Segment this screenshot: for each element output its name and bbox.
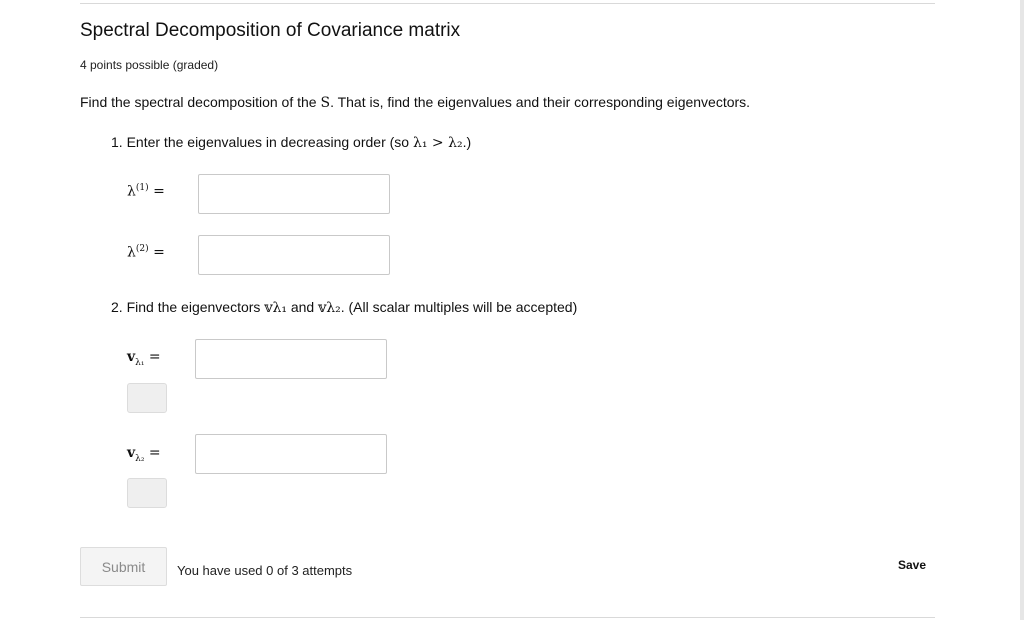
eigenvalue-2-superscript: (2)	[135, 244, 149, 254]
vector-symbol: v	[127, 445, 136, 461]
step-1-text	[111, 134, 471, 151]
equals-sign: =	[153, 183, 165, 200]
eigenvalue-2-input[interactable]	[198, 235, 390, 275]
eigenvector-2-label	[127, 445, 161, 464]
step-1-text-before: Enter the eigenvalues in decreasing order (so	[126, 134, 413, 150]
step-2-text-mid: and	[286, 299, 319, 315]
eigenvector-2-input[interactable]	[195, 434, 387, 474]
eigenvector-1-preview	[127, 383, 167, 413]
equals-sign: =	[148, 349, 161, 365]
bottom-divider	[80, 617, 935, 618]
save-button[interactable]: Save	[898, 558, 927, 572]
eigenvector-2-subscript: λ₂	[135, 453, 145, 464]
instruction-text-after: . That is, find the eigenvalues and their corresponding eigenvectors.	[330, 94, 751, 110]
eigenvector-1-math: 𝕧λ₁	[264, 300, 287, 316]
equals-sign: =	[148, 445, 161, 461]
step-2-text-after: . (All scalar multiples will be accepted)	[340, 299, 578, 315]
eigenvalue-1-label	[127, 183, 165, 200]
instruction-text-before: Find the spectral decomposition of the	[80, 94, 321, 110]
eigenvector-1-label	[127, 349, 161, 368]
vector-symbol: v	[127, 349, 136, 365]
scrollbar-track[interactable]	[1020, 0, 1024, 620]
attempts-counter: You have used 0 of 3 attempts	[177, 563, 353, 578]
step-2-text-before: Find the eigenvectors	[126, 299, 265, 315]
eigenvalue-1-superscript: (1)	[135, 183, 149, 193]
eigenvector-1-input[interactable]	[195, 339, 387, 379]
eigenvalue-1-input[interactable]	[198, 174, 390, 214]
problem-title: Spectral Decomposition of Covariance matrix	[80, 20, 461, 41]
eigenvector-1-subscript: λ₁	[135, 357, 145, 368]
lambda-symbol: λ	[127, 183, 136, 200]
matrix-symbol: S	[320, 95, 331, 111]
submit-button[interactable]: Submit	[80, 547, 167, 586]
equals-sign: =	[153, 244, 165, 261]
eigenvector-2-math: 𝕧λ₂	[318, 300, 341, 316]
lambda-symbol: λ	[127, 244, 136, 261]
top-divider	[80, 3, 935, 4]
step-2-number: 2.	[111, 299, 123, 315]
points-possible: 4 points possible (graded)	[80, 58, 219, 72]
eigenvalue-order-math: λ₁ > λ₂	[412, 135, 463, 151]
step-2-text	[111, 299, 577, 316]
problem-instruction	[80, 94, 750, 111]
eigenvalue-2-label	[127, 244, 165, 261]
step-1-number: 1.	[111, 134, 123, 150]
step-1-text-after: .)	[462, 134, 472, 150]
eigenvector-2-preview	[127, 478, 167, 508]
